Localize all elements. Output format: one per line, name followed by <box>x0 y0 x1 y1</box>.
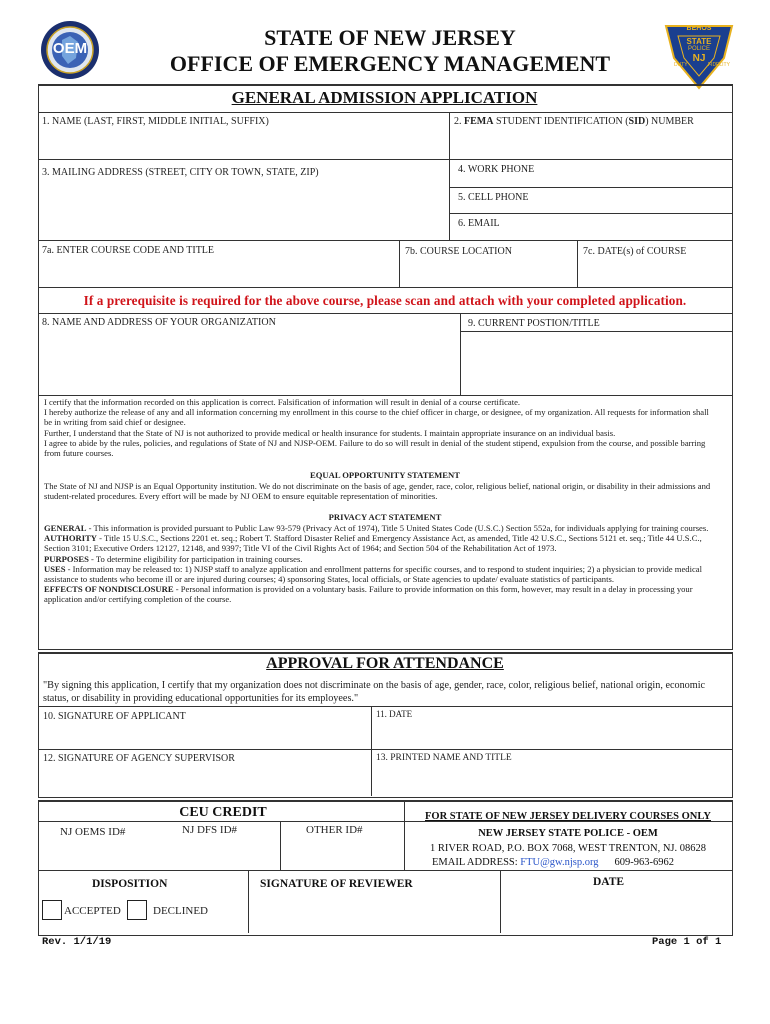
review-date-field[interactable] <box>501 871 731 932</box>
supervisor-signature-field[interactable] <box>43 753 363 793</box>
effects-label: EFFECTS OF NONDISCLOSURE <box>44 584 174 595</box>
badge-side-fidelity: FIDELITY <box>708 62 730 68</box>
prerequisite-text: If a prerequisite is required for the above course, please scan and attach with your completed application. <box>83 293 687 308</box>
declined-checkbox[interactable] <box>127 900 147 920</box>
general-label: GENERAL <box>44 523 87 533</box>
phone-number: 609-963-6962 <box>614 857 675 868</box>
applicant-signature-label: 10. SIGNATURE OF APPLICANT <box>43 711 186 722</box>
delivery-address-text: 1 RIVER ROAD, P.O. BOX 7068, WEST TRENTON, NJ. 08628 <box>429 843 707 854</box>
approval-title <box>38 655 732 673</box>
fema-sid-label-post: ) NUMBER <box>645 116 694 127</box>
authority-label: AUTHORITY <box>44 533 98 544</box>
badge-top-text: BEHOS <box>686 25 712 32</box>
course-dates-label: 7c. DATE(s) of COURSE <box>583 246 687 257</box>
badge-text-state: STATE <box>686 37 712 46</box>
title-line-2: OFFICE OF EMERGENCY MANAGEMENT <box>169 51 611 76</box>
privacy-purposes <box>44 554 714 564</box>
organization-field[interactable] <box>42 317 452 393</box>
privacy-effects <box>44 584 714 604</box>
approval-statement <box>43 680 727 705</box>
uses-text: - Information may be released to: 1) NJSP staff to analyze application and enrollment patterns for specific courses, and to respond to student inquiries; 2) a physician to provide medical assistance to students who become ill or are injured during courses; 4) sponsoring States, local officials, or State agencies to update/ evaluate statistics of participants. <box>44 563 702 585</box>
certify-p3: Further, I understand that the State of NJ is not authorized to provide medical or health insurance for students. I maintain appropriate insurance on an individual basis. <box>44 427 616 438</box>
review-date-label: DATE <box>593 876 625 888</box>
delivery-org-text: NEW JERSEY STATE POLICE - OEM <box>478 828 658 839</box>
eo-title <box>38 470 732 480</box>
email-address-label: EMAIL ADDRESS: <box>432 857 521 868</box>
privacy-authority <box>44 533 714 553</box>
supervisor-signature-label: 12. SIGNATURE OF AGENCY SUPERVISOR <box>43 753 235 764</box>
reviewer-signature-label: SIGNATURE OF REVIEWER <box>260 878 413 890</box>
delivery-title <box>405 806 731 824</box>
revision-label: Rev. 1/1/19 <box>42 936 112 948</box>
delivery-org <box>405 828 731 839</box>
position-title-field[interactable] <box>468 318 728 392</box>
badge-text-nj: NJ <box>692 53 706 64</box>
prerequisite-notice <box>38 292 732 310</box>
course-location-label: 7b. COURSE LOCATION <box>405 246 512 257</box>
organization-label: 8. NAME AND ADDRESS OF YOUR ORGANIZATION <box>42 317 276 328</box>
purposes-text: - To determine eligibility for participation in training courses. <box>88 553 303 564</box>
approval-title-text: APPROVAL FOR ATTENDANCE <box>266 655 504 672</box>
badge-text-police: POLICE <box>687 46 710 52</box>
name-field[interactable] <box>42 116 442 158</box>
uses-label: USES <box>44 563 66 574</box>
date-field[interactable] <box>376 709 726 745</box>
delivery-contact <box>432 857 728 868</box>
email-field[interactable] <box>458 218 728 238</box>
work-phone-label: 4. WORK PHONE <box>458 164 535 175</box>
page-number: Page 1 of 1 <box>652 936 722 948</box>
cell-phone-label: 5. CELL PHONE <box>458 192 529 203</box>
fema-label: FEMA <box>464 116 494 127</box>
sid-label: SID <box>628 116 646 127</box>
privacy-uses <box>44 564 714 584</box>
accepted-checkbox[interactable] <box>42 900 62 920</box>
fema-sid-label-mid: STUDENT IDENTIFICATION ( <box>493 116 629 127</box>
privacy-title <box>38 512 732 522</box>
delivery-title-text: FOR STATE OF NEW JERSEY DELIVERY COURSES ONLY <box>424 811 711 822</box>
work-phone-field[interactable] <box>458 164 728 186</box>
nj-dfs-id-label: NJ DFS ID# <box>182 824 238 836</box>
disposition-title <box>92 878 167 890</box>
mailing-address-field[interactable] <box>42 167 442 237</box>
reviewer-signature-field[interactable] <box>249 871 499 932</box>
applicant-signature-field[interactable] <box>43 711 363 747</box>
general-text: - This information is provided pursuant to Public Law 93-579 (Privacy Act of 1974), Title 5 United States Code (U.S.C.) Section 552a, for individuals applying for training courses. <box>86 523 709 533</box>
eo-statement <box>44 481 714 501</box>
privacy-statement <box>44 523 714 605</box>
course-code-label: 7a. ENTER COURSE CODE AND TITLE <box>42 245 215 256</box>
form-title <box>38 88 731 108</box>
printed-name-title-label: 13. PRINTED NAME AND TITLE <box>376 753 512 763</box>
fema-sid-label-pre: 2. <box>454 116 464 127</box>
date-label: 11. DATE <box>376 709 413 719</box>
nj-oems-id-label: NJ OEMS ID# <box>60 826 126 838</box>
course-location-field[interactable] <box>405 246 573 286</box>
course-dates-field[interactable] <box>583 246 729 286</box>
eo-text: The State of NJ and NJSP is an Equal Opportunity institution. We do not discriminate on the basis of age, gender, race, color, religious belief, national origin, or disability in their admissions and student-related procedures. Every effort will be made by NJ OEM to ensure equitable representation of minorities. <box>44 481 711 502</box>
accepted-label: ACCEPTED <box>64 905 121 917</box>
title-line-1: STATE OF NEW JERSEY <box>264 25 516 50</box>
badge-side-duty: DUTY <box>674 62 688 68</box>
page-title <box>120 25 660 77</box>
purposes-label: PURPOSES <box>44 553 89 564</box>
oem-logo-text: OEM <box>52 40 88 57</box>
approval-statement-text: "By signing this application, I certify that my organization does not discriminate on the basis of age, gender, race, color, religious belief, national origin, economic status, or disability in providing educational opportunities for its employees." <box>43 680 706 704</box>
mailing-address-label: 3. MAILING ADDRESS (STREET, CITY OR TOWN, STATE, ZIP) <box>42 167 319 178</box>
printed-name-title-field[interactable] <box>376 753 726 793</box>
certify-p4: I agree to abide by the rules, policies, and regulations of State of NJ and NJSP-OEM. Failure to do so will result in denial of the student stipend, expulsion from the course, and possible barring from future courses. <box>44 437 706 459</box>
course-code-field[interactable] <box>42 245 392 285</box>
ceu-title-text: CEU CREDIT <box>179 805 267 820</box>
eo-title-text: EQUAL OPPORTUNITY STATEMENT <box>310 470 460 480</box>
delivery-address <box>405 843 731 854</box>
authority-text: - Title 15 U.S.C., Sections 2201 et. seq.; Robert T. Stafford Disaster Relief and Emergency Assistance Act, as amended, Title 42 U.S.C., Sections 5121 et. seq.; Title 44 U.S.C., Section 3101; Executive Orders 12127, 12148, and 9397; Title VI of the Civil Rights Act of 1964; and Section 504 of the Rehabilitation Act of 1973. <box>44 533 702 554</box>
oem-logo <box>40 20 100 80</box>
effects-text: - Personal information is provided on a voluntary basis. Failure to provide information on this form, however, may result in a delay in processing your application and/or certifying completion of the course. <box>44 584 693 605</box>
certify-p2: I hereby authorize the release of any and all information concerning my enrollment in this course to the chief officer in charge, or designee, of my organization. All requests for information shall be in writing from said chief or designee. <box>44 407 709 428</box>
disposition-title-text: DISPOSITION <box>92 878 168 890</box>
other-id-field[interactable] <box>306 824 401 864</box>
email-label: 6. EMAIL <box>458 218 500 229</box>
other-id-label: OTHER ID# <box>306 824 363 836</box>
form-title-text: GENERAL ADMISSION APPLICATION <box>231 88 538 107</box>
nj-dfs-id-field[interactable] <box>182 824 277 864</box>
cell-phone-field[interactable] <box>458 192 728 212</box>
email-link[interactable]: FTU@gw.njsp.org <box>520 857 599 868</box>
privacy-title-text: PRIVACY ACT STATEMENT <box>328 512 442 522</box>
fema-sid-field[interactable] <box>454 116 730 158</box>
state-police-badge <box>664 22 734 90</box>
ceu-title <box>38 803 408 821</box>
declined-label: DECLINED <box>153 905 208 917</box>
name-label: 1. NAME (LAST, FIRST, MIDDLE INITIAL, SUFFIX) <box>42 116 269 127</box>
position-title-label: 9. CURRENT POSTION/TITLE <box>468 318 600 329</box>
privacy-general <box>44 523 714 533</box>
certification-block <box>44 397 714 458</box>
certify-p1: I certify that the information recorded on this application is correct. Falsification of information will result in denial of a course certificate. <box>44 397 521 407</box>
